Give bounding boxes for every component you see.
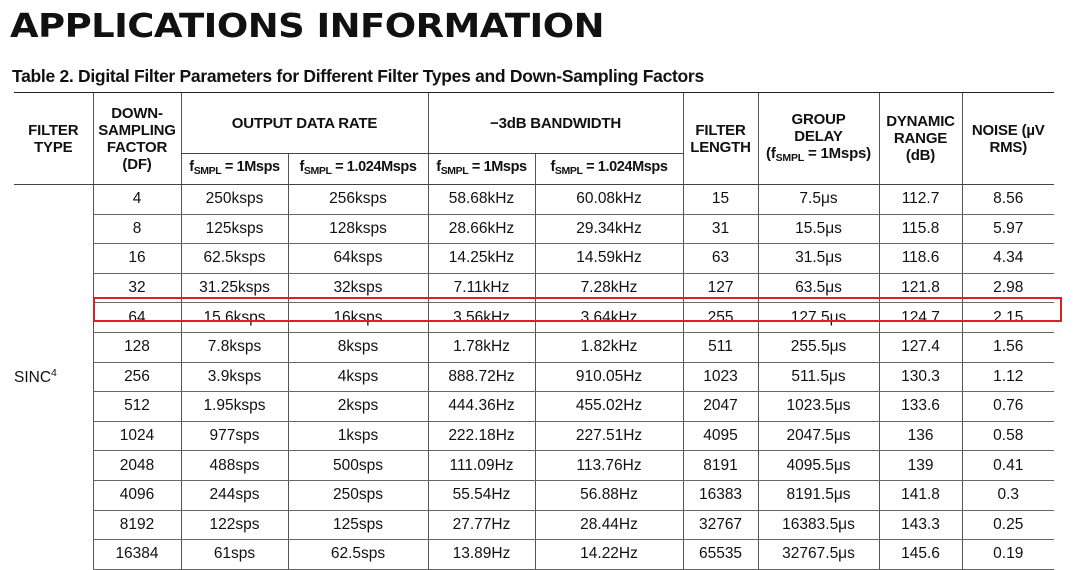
section-heading: APPLICATIONS INFORMATION xyxy=(10,6,604,45)
cell-odr-1msps: 1.95ksps xyxy=(181,392,288,422)
cell-group-delay: 31.5μs xyxy=(758,244,879,274)
cell-filter-length: 31 xyxy=(683,214,758,244)
cell-odr-1msps: 7.8ksps xyxy=(181,332,288,362)
cell-odr-1024msps: 62.5sps xyxy=(288,540,428,570)
cell-odr-1024msps: 8ksps xyxy=(288,332,428,362)
cell-bw-1msps: 444.36Hz xyxy=(428,392,535,422)
cell-group-delay: 8191.5μs xyxy=(758,480,879,510)
cell-bw-1msps: 14.25kHz xyxy=(428,244,535,274)
table-body xyxy=(14,185,1054,570)
cell-down-sampling-factor: 256 xyxy=(93,362,181,392)
cell-noise: 1.12 xyxy=(962,362,1054,392)
cell-down-sampling-factor: 512 xyxy=(93,392,181,422)
cell-noise: 0.25 xyxy=(962,510,1054,540)
cell-dynamic-range: 133.6 xyxy=(879,392,962,422)
cell-bw-1msps: 13.89Hz xyxy=(428,540,535,570)
cell-filter-length: 511 xyxy=(683,332,758,362)
cell-odr-1msps: 122sps xyxy=(181,510,288,540)
header-bandwidth: −3dB BANDWIDTH xyxy=(428,93,683,154)
cell-dynamic-range: 127.4 xyxy=(879,332,962,362)
cell-bw-1msps: 3.56kHz xyxy=(428,303,535,333)
cell-odr-1024msps: 128ksps xyxy=(288,214,428,244)
table-row xyxy=(14,480,1054,510)
cell-filter-length: 2047 xyxy=(683,392,758,422)
cell-group-delay: 15.5μs xyxy=(758,214,879,244)
cell-odr-1msps: 61sps xyxy=(181,540,288,570)
table-row xyxy=(14,273,1054,303)
cell-bw-1024msps: 56.88Hz xyxy=(535,480,683,510)
table-row xyxy=(14,185,1054,215)
table-row xyxy=(14,362,1054,392)
table-row xyxy=(14,540,1054,570)
cell-odr-1024msps: 4ksps xyxy=(288,362,428,392)
cell-filter-length: 127 xyxy=(683,273,758,303)
cell-dynamic-range: 145.6 xyxy=(879,540,962,570)
cell-odr-1024msps: 16ksps xyxy=(288,303,428,333)
cell-dynamic-range: 139 xyxy=(879,451,962,481)
filter-type-order: 4 xyxy=(51,367,57,380)
cell-odr-1024msps: 250sps xyxy=(288,480,428,510)
cell-group-delay: 7.5μs xyxy=(758,185,879,215)
header-down-sampling-factor: DOWN- SAMPLING FACTOR (DF) xyxy=(93,93,181,185)
cell-filter-length: 255 xyxy=(683,303,758,333)
cell-dynamic-range: 115.8 xyxy=(879,214,962,244)
cell-down-sampling-factor: 8192 xyxy=(93,510,181,540)
cell-group-delay: 127.5μs xyxy=(758,303,879,333)
cell-group-delay: 32767.5μs xyxy=(758,540,879,570)
cell-bw-1024msps: 910.05Hz xyxy=(535,362,683,392)
cell-odr-1msps: 62.5ksps xyxy=(181,244,288,274)
table-row xyxy=(14,421,1054,451)
header-dynamic-range: DYNAMIC RANGE (dB) xyxy=(879,93,962,185)
header-group-delay: GROUP DELAY ($f_{SMPL}$ = 1Msps) xyxy=(758,93,879,185)
table-row xyxy=(14,214,1054,244)
cell-bw-1024msps: 14.59kHz xyxy=(535,244,683,274)
cell-bw-1msps: 55.54Hz xyxy=(428,480,535,510)
cell-bw-1024msps: 7.28kHz xyxy=(535,273,683,303)
header-filter-length: FILTER LENGTH xyxy=(683,93,758,185)
cell-bw-1msps: 222.18Hz xyxy=(428,421,535,451)
cell-dynamic-range: 141.8 xyxy=(879,480,962,510)
cell-noise: 0.76 xyxy=(962,392,1054,422)
cell-group-delay: 255.5μs xyxy=(758,332,879,362)
cell-bw-1msps: 58.68kHz xyxy=(428,185,535,215)
cell-group-delay: 63.5μs xyxy=(758,273,879,303)
cell-noise: 2.98 xyxy=(962,273,1054,303)
cell-group-delay: 16383.5μs xyxy=(758,510,879,540)
cell-noise: 8.56 xyxy=(962,185,1054,215)
cell-bw-1024msps: 28.44Hz xyxy=(535,510,683,540)
table-row xyxy=(14,244,1054,274)
cell-bw-1024msps: 29.34kHz xyxy=(535,214,683,244)
cell-noise: 0.19 xyxy=(962,540,1054,570)
cell-down-sampling-factor: 64 xyxy=(93,303,181,333)
cell-filter-length: 63 xyxy=(683,244,758,274)
cell-noise: 0.58 xyxy=(962,421,1054,451)
cell-group-delay: 1023.5μs xyxy=(758,392,879,422)
cell-bw-1msps: 7.11kHz xyxy=(428,273,535,303)
cell-bw-1msps: 27.77Hz xyxy=(428,510,535,540)
cell-bw-1024msps: 60.08kHz xyxy=(535,185,683,215)
cell-noise: 4.34 xyxy=(962,244,1054,274)
cell-bw-1024msps: 455.02Hz xyxy=(535,392,683,422)
header-bw-1msps: $f_{SMPL}$ = 1Msps xyxy=(428,154,535,185)
table-row xyxy=(14,332,1054,362)
cell-down-sampling-factor: 32 xyxy=(93,273,181,303)
cell-down-sampling-factor: 1024 xyxy=(93,421,181,451)
cell-filter-type xyxy=(14,185,93,570)
cell-odr-1msps: 977sps xyxy=(181,421,288,451)
cell-noise: 0.41 xyxy=(962,451,1054,481)
header-noise: NOISE (µV RMS) xyxy=(962,93,1054,185)
table-row xyxy=(14,510,1054,540)
cell-filter-length: 16383 xyxy=(683,480,758,510)
cell-odr-1msps: 15.6ksps xyxy=(181,303,288,333)
table-row xyxy=(14,451,1054,481)
cell-group-delay: 4095.5μs xyxy=(758,451,879,481)
cell-bw-1msps: 888.72Hz xyxy=(428,362,535,392)
cell-down-sampling-factor: 16384 xyxy=(93,540,181,570)
filter-type-name: SINC xyxy=(14,369,52,387)
table-row xyxy=(14,392,1054,422)
table-row xyxy=(14,303,1054,333)
filter-parameters-table xyxy=(14,92,1054,570)
header-output-data-rate: OUTPUT DATA RATE xyxy=(181,93,428,154)
cell-odr-1024msps: 64ksps xyxy=(288,244,428,274)
cell-dynamic-range: 124.7 xyxy=(879,303,962,333)
cell-filter-length: 4095 xyxy=(683,421,758,451)
cell-odr-1024msps: 256ksps xyxy=(288,185,428,215)
cell-noise: 0.3 xyxy=(962,480,1054,510)
cell-noise: 2.15 xyxy=(962,303,1054,333)
cell-odr-1024msps: 1ksps xyxy=(288,421,428,451)
cell-down-sampling-factor: 2048 xyxy=(93,451,181,481)
cell-odr-1024msps: 500sps xyxy=(288,451,428,481)
cell-odr-1msps: 3.9ksps xyxy=(181,362,288,392)
cell-dynamic-range: 112.7 xyxy=(879,185,962,215)
header-filter-type: FILTER TYPE xyxy=(14,93,93,185)
cell-odr-1024msps: 125sps xyxy=(288,510,428,540)
cell-odr-1024msps: 2ksps xyxy=(288,392,428,422)
table-caption: Table 2. Digital Filter Parameters for Different Filter Types and Down-Sampling Factors xyxy=(12,66,704,86)
cell-bw-1msps: 28.66kHz xyxy=(428,214,535,244)
cell-dynamic-range: 130.3 xyxy=(879,362,962,392)
cell-filter-length: 1023 xyxy=(683,362,758,392)
cell-odr-1msps: 488sps xyxy=(181,451,288,481)
cell-filter-length: 8191 xyxy=(683,451,758,481)
cell-odr-1024msps: 32ksps xyxy=(288,273,428,303)
cell-filter-length: 15 xyxy=(683,185,758,215)
cell-dynamic-range: 143.3 xyxy=(879,510,962,540)
cell-bw-1024msps: 113.76Hz xyxy=(535,451,683,481)
cell-dynamic-range: 118.6 xyxy=(879,244,962,274)
header-odr-1024msps: $f_{SMPL}$ = 1.024Msps xyxy=(288,154,428,185)
cell-bw-1024msps: 3.64kHz xyxy=(535,303,683,333)
cell-group-delay: 511.5μs xyxy=(758,362,879,392)
cell-odr-1msps: 250ksps xyxy=(181,185,288,215)
cell-filter-length: 32767 xyxy=(683,510,758,540)
cell-filter-length: 65535 xyxy=(683,540,758,570)
cell-bw-1024msps: 227.51Hz xyxy=(535,421,683,451)
cell-dynamic-range: 121.8 xyxy=(879,273,962,303)
cell-odr-1msps: 244sps xyxy=(181,480,288,510)
cell-group-delay: 2047.5μs xyxy=(758,421,879,451)
cell-down-sampling-factor: 128 xyxy=(93,332,181,362)
cell-down-sampling-factor: 16 xyxy=(93,244,181,274)
cell-down-sampling-factor: 8 xyxy=(93,214,181,244)
header-odr-1msps: $f_{SMPL}$ = 1Msps xyxy=(181,154,288,185)
cell-down-sampling-factor: 4 xyxy=(93,185,181,215)
cell-odr-1msps: 125ksps xyxy=(181,214,288,244)
cell-bw-1msps: 1.78kHz xyxy=(428,332,535,362)
cell-bw-1024msps: 1.82kHz xyxy=(535,332,683,362)
cell-dynamic-range: 136 xyxy=(879,421,962,451)
cell-noise: 5.97 xyxy=(962,214,1054,244)
header-bw-1024msps: $f_{SMPL}$ = 1.024Msps xyxy=(535,154,683,185)
cell-down-sampling-factor: 4096 xyxy=(93,480,181,510)
cell-odr-1msps: 31.25ksps xyxy=(181,273,288,303)
cell-noise: 1.56 xyxy=(962,332,1054,362)
cell-bw-1024msps: 14.22Hz xyxy=(535,540,683,570)
cell-bw-1msps: 111.09Hz xyxy=(428,451,535,481)
